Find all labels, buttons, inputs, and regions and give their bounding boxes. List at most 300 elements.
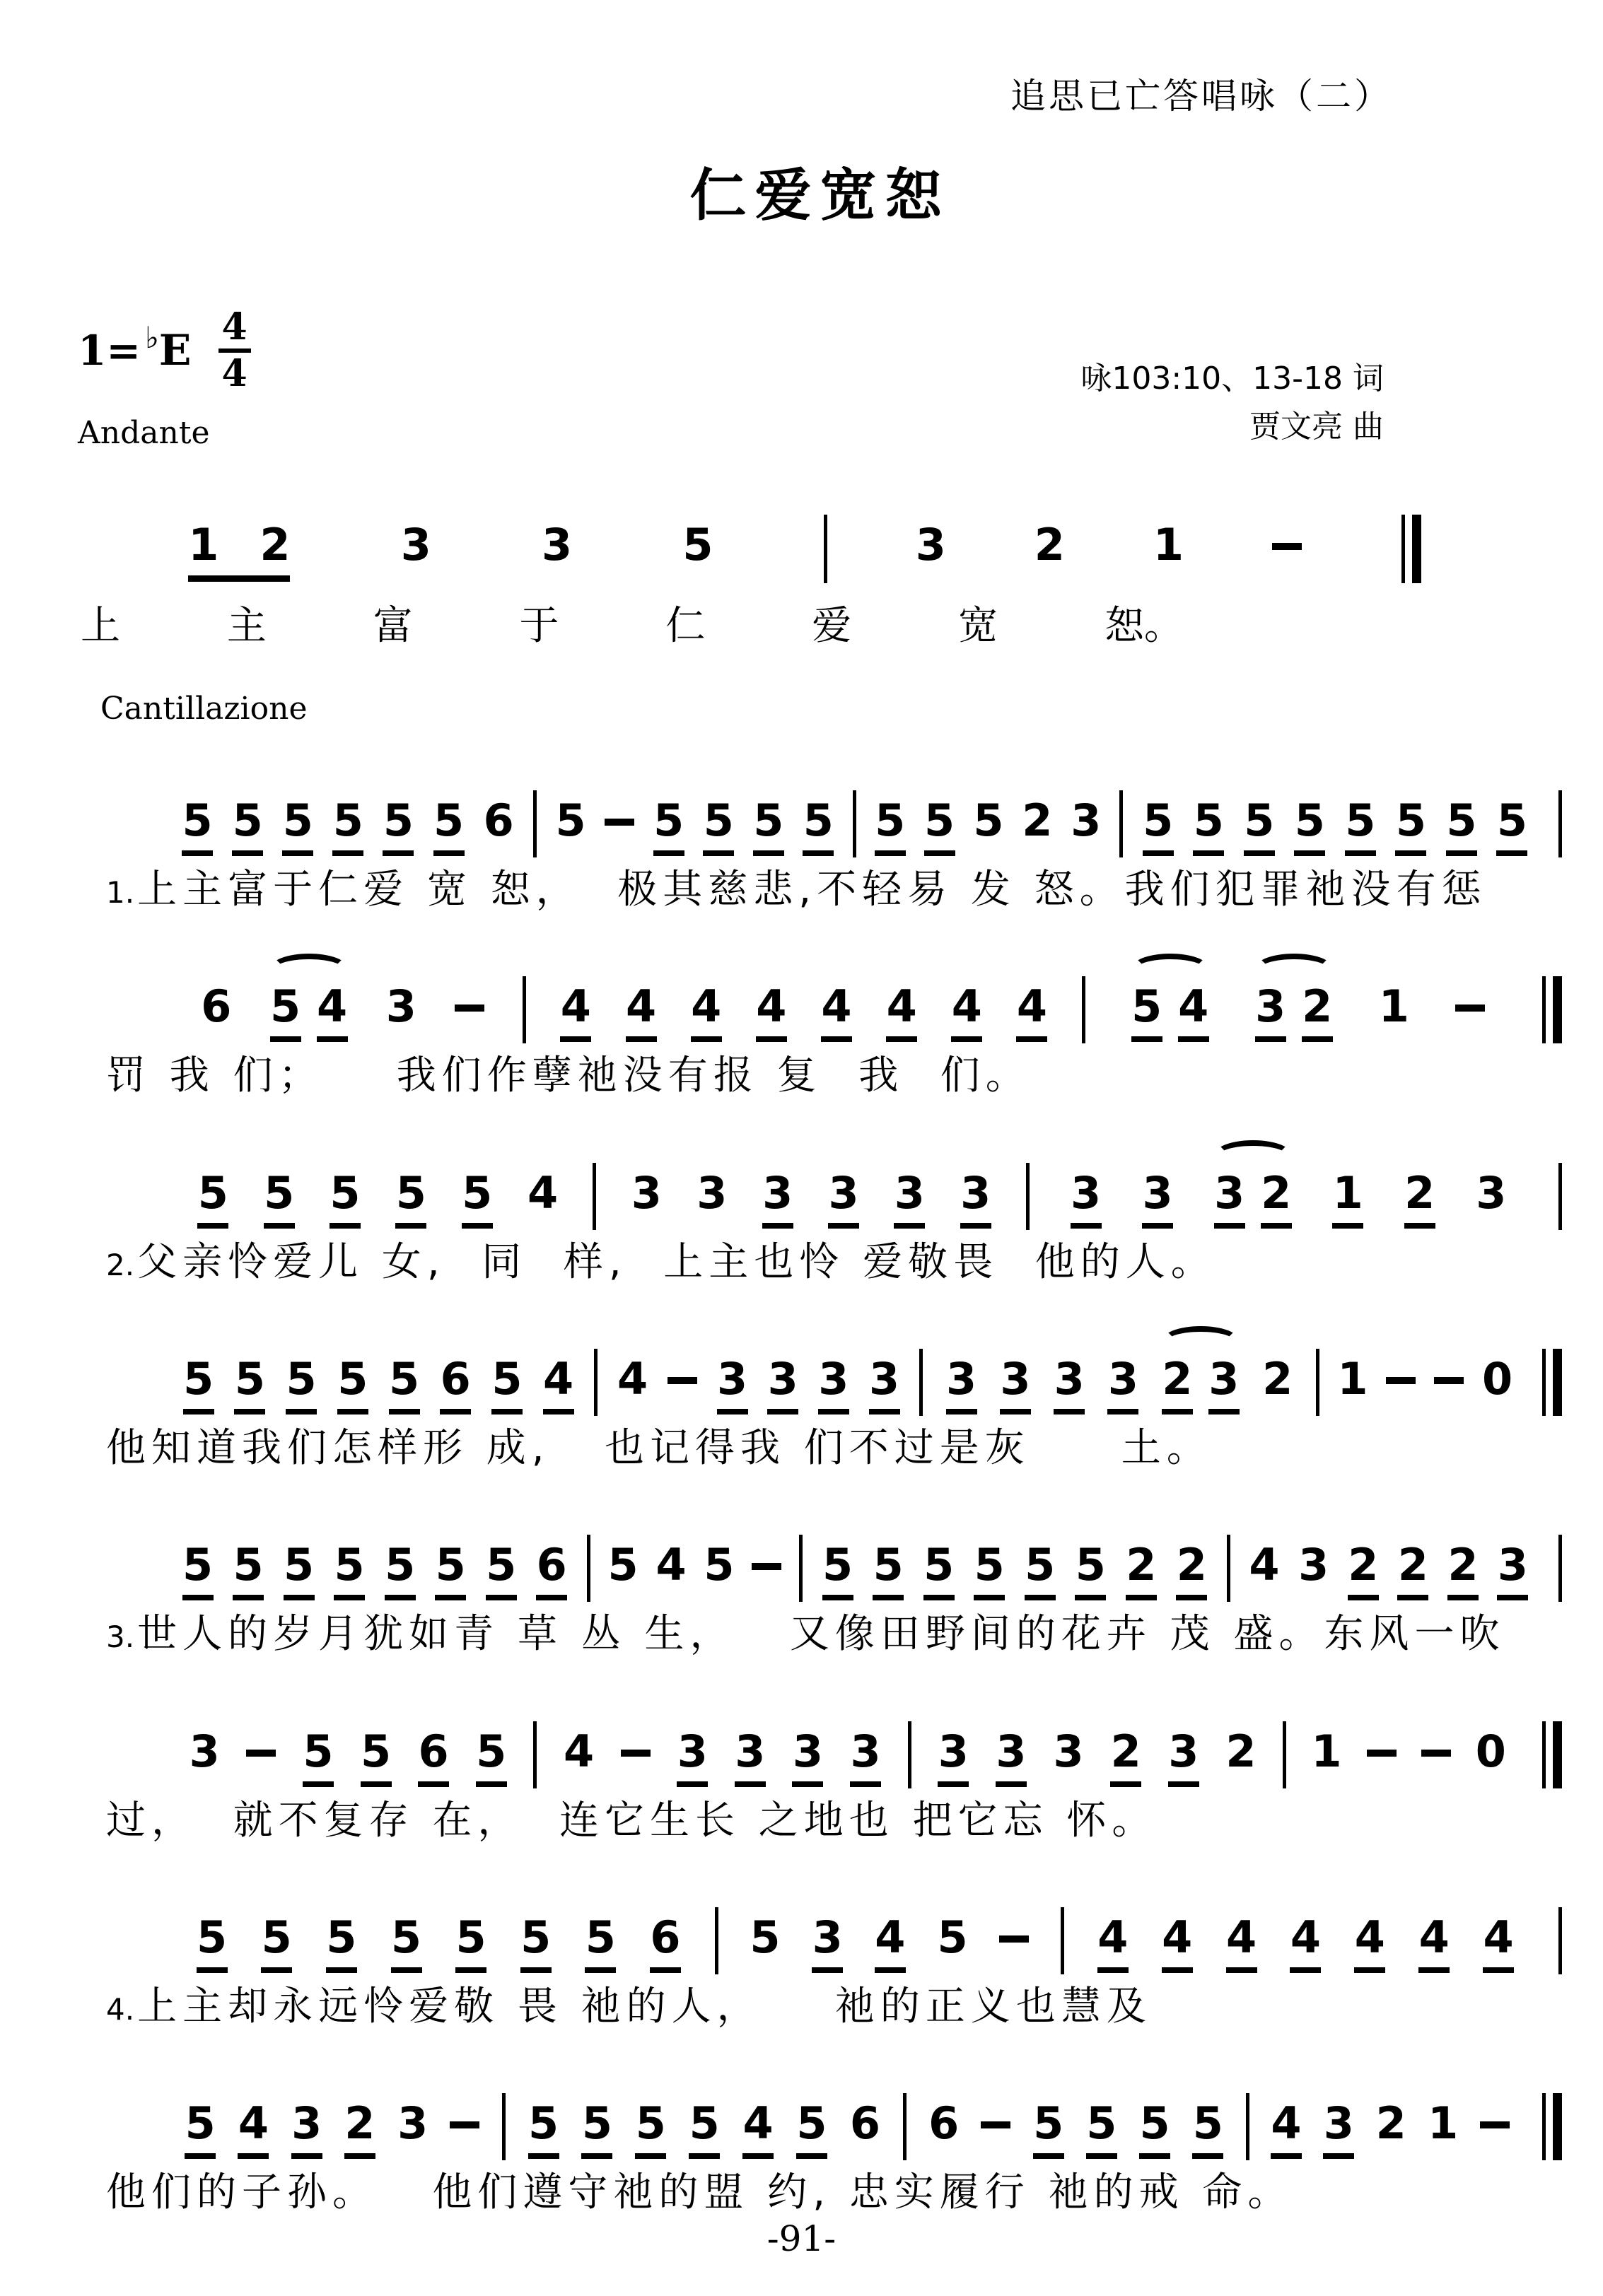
note <box>1428 2097 1459 2150</box>
beam-group <box>188 519 291 582</box>
note <box>1397 1539 1428 1600</box>
composer-credit: 贾文亮 曲 <box>1249 409 1384 445</box>
measure <box>908 1721 1283 1788</box>
note <box>742 2097 774 2159</box>
note-digit: 3 <box>189 1725 220 1777</box>
duration-dash <box>246 1750 276 1757</box>
barline-thick <box>1412 515 1421 583</box>
eighth-note-underline <box>462 1223 493 1229</box>
note <box>821 980 852 1042</box>
note <box>483 795 514 847</box>
note <box>183 1353 214 1414</box>
note <box>330 1166 361 1229</box>
refrain-lyrics <box>81 594 1184 651</box>
note <box>182 1539 214 1600</box>
note <box>792 1725 824 1787</box>
flat-icon: ♭ <box>144 320 159 356</box>
measure <box>1283 1721 1531 1788</box>
eighth-note-underline <box>337 1409 368 1414</box>
note-digit: 4 <box>1354 1911 1385 1963</box>
note-digit: 1 <box>1332 1166 1363 1219</box>
note <box>1481 1353 1513 1405</box>
note <box>344 2097 375 2159</box>
eighth-note-underline <box>395 1223 426 1229</box>
verse-line-block <box>78 755 1562 913</box>
barline-thick <box>1553 1721 1562 1788</box>
note <box>803 795 834 856</box>
note-digit: 5 <box>182 795 213 847</box>
eighth-note-underline <box>703 850 734 856</box>
eighth-note-underline <box>238 2153 269 2159</box>
eighth-note-underline <box>1497 1595 1528 1600</box>
note-digit: 3 <box>696 1166 728 1219</box>
note-digit: 3 <box>542 519 573 571</box>
measure <box>853 790 1119 857</box>
note <box>650 1911 681 1973</box>
note <box>585 1911 616 1973</box>
eighth-note-underline <box>1162 1409 1193 1414</box>
note <box>1225 1725 1257 1777</box>
note-digit: 1 <box>1378 980 1409 1033</box>
note <box>750 1911 781 1963</box>
note-digit: 5 <box>555 795 586 847</box>
lyric-line <box>106 1426 1562 1471</box>
lyric-text: 世人的岁月犹如青 草 丛 生， 又像田野间的花卉 茂 盛。东风一吹 <box>137 1611 1505 1658</box>
note <box>390 1911 422 1973</box>
note <box>527 1166 559 1219</box>
note-digit: 5 <box>486 1539 517 1591</box>
measure <box>533 1721 907 1788</box>
eighth-note-underline <box>653 850 684 856</box>
barline-thin <box>1542 2093 1546 2160</box>
note <box>1000 1353 1031 1414</box>
duration-dash <box>621 1750 651 1757</box>
note <box>1332 1166 1363 1229</box>
lyric-line <box>106 1240 1562 1285</box>
measure <box>163 1907 715 1974</box>
note <box>1168 1725 1199 1787</box>
note-digit: 6 <box>418 1725 449 1777</box>
eighth-note-underline <box>1496 850 1527 856</box>
note <box>886 980 917 1042</box>
note-digit: 5 <box>528 2097 559 2150</box>
eighth-note-underline <box>520 1967 552 1973</box>
note-digit: 4 <box>1418 1911 1450 1963</box>
note-digit: 5 <box>703 795 734 847</box>
note <box>563 1725 595 1777</box>
note-digit: 5 <box>974 1539 1005 1591</box>
note-digit: 4 <box>875 1911 906 1963</box>
lyric-line <box>106 1053 1562 1099</box>
measure <box>163 976 523 1043</box>
note-digit: 5 <box>1086 2097 1117 2150</box>
note-digit: 3 <box>1070 1166 1102 1219</box>
note-digit: 5 <box>197 1166 228 1219</box>
eighth-note-underline <box>197 1223 228 1229</box>
note-digit: 4 <box>951 980 982 1033</box>
note-digit: 3 <box>716 1353 748 1405</box>
lyric-text: 过， 就不复存 在， 连它生长 之地也 把它忘 怀。 <box>106 1797 1158 1844</box>
note-digit: 4 <box>1162 1911 1193 1963</box>
note-digit: 2 <box>1034 519 1065 571</box>
note <box>1208 1353 1240 1414</box>
note-digit: 3 <box>960 1166 991 1219</box>
eighth-note-underline <box>635 2153 666 2159</box>
eighth-note-underline <box>486 1595 517 1600</box>
note-digit: 3 <box>1053 1725 1084 1777</box>
note-digit: 5 <box>286 1353 317 1405</box>
eighth-note-underline <box>233 1595 264 1600</box>
verse-number: 4. <box>106 1991 135 2027</box>
note <box>1249 1539 1280 1591</box>
note <box>617 1353 648 1405</box>
note-digit: 5 <box>183 1353 214 1405</box>
note-digit: 5 <box>1496 795 1528 847</box>
note <box>385 1539 416 1600</box>
note <box>691 980 722 1042</box>
page-number: -91- <box>766 2218 837 2259</box>
note-digit: 5 <box>337 1353 368 1405</box>
note <box>923 795 955 856</box>
duration-dash <box>1367 1750 1397 1757</box>
eighth-note-underline <box>476 1781 507 1787</box>
eighth-note-underline <box>435 1595 466 1600</box>
note-digit: 5 <box>390 1911 422 1963</box>
barline-thick <box>1553 1349 1562 1416</box>
note-digit: 4 <box>617 1353 648 1405</box>
barline-thin <box>1542 1349 1546 1416</box>
eighth-note-underline <box>626 1036 657 1042</box>
note-digit: 3 <box>1000 1353 1031 1405</box>
refrain-container <box>78 479 1562 651</box>
note-digit: 3 <box>850 1725 881 1777</box>
note <box>260 519 291 571</box>
note-digit: 5 <box>232 795 263 847</box>
final-barline <box>1401 515 1421 583</box>
note <box>1244 795 1275 856</box>
eighth-note-underline <box>536 1595 567 1600</box>
single-barline <box>1558 1535 1562 1602</box>
duration-dash <box>1272 543 1302 550</box>
note <box>607 1539 639 1591</box>
eighth-note-underline <box>418 1781 449 1787</box>
eighth-note-underline <box>1110 1781 1141 1787</box>
note <box>1176 1539 1207 1600</box>
eighth-note-underline <box>792 1781 823 1787</box>
eighth-note-underline <box>689 2153 720 2159</box>
note <box>1153 519 1184 571</box>
note <box>828 1166 859 1229</box>
eighth-note-underline <box>455 1967 486 1973</box>
note <box>560 980 591 1042</box>
lyric-syllable: 宽 <box>958 603 998 650</box>
collection-header: 追思已亡答唱咏（二） <box>1010 76 1392 117</box>
single-barline <box>1558 1907 1562 1974</box>
eighth-note-underline <box>1139 2153 1170 2159</box>
note <box>1302 980 1333 1042</box>
verses-container <box>78 755 1562 2215</box>
note-digit: 3 <box>1214 1166 1245 1219</box>
note <box>1271 2097 1302 2159</box>
note-digit: 5 <box>334 1539 365 1591</box>
note-digit: 3 <box>400 519 431 571</box>
slur-group <box>1131 980 1209 1042</box>
eighth-note-underline <box>232 850 263 856</box>
note-digit: 4 <box>1290 1911 1321 1963</box>
note-digit: 5 <box>284 1539 315 1591</box>
note-digit: 5 <box>1244 795 1275 847</box>
single-barline <box>1558 790 1562 857</box>
eighth-note-underline <box>1208 1409 1240 1414</box>
note <box>486 1539 517 1600</box>
note-digit: 1 <box>1337 1353 1368 1405</box>
eighth-note-underline <box>894 1223 925 1229</box>
note-digit: 5 <box>923 795 955 847</box>
note-digit: 5 <box>330 1166 361 1219</box>
note-digit: 3 <box>1323 2097 1354 2150</box>
eighth-note-underline <box>334 1595 365 1600</box>
note-digit: 1 <box>1153 519 1184 571</box>
final-barline <box>1542 976 1562 1043</box>
verse-line-block <box>78 1499 1562 1657</box>
note-digit: 4 <box>1097 1911 1129 1963</box>
lyric-text: 罚 我 们； 我们作孽祂没有报 复 我 们。 <box>106 1053 1031 1099</box>
note-digit: 5 <box>1193 795 1224 847</box>
eighth-note-underline <box>822 1595 853 1600</box>
note <box>433 795 465 856</box>
eighth-note-underline <box>923 1595 955 1600</box>
verse-number: 2. <box>106 1247 135 1282</box>
note <box>875 1911 906 1973</box>
eighth-note-underline <box>183 1409 214 1414</box>
eighth-note-underline <box>1404 1223 1435 1229</box>
eighth-note-underline <box>528 2153 559 2159</box>
note-digit: 5 <box>1139 2097 1170 2150</box>
note <box>1193 795 1224 856</box>
note-digit: 5 <box>233 1539 264 1591</box>
measure <box>1246 2093 1531 2160</box>
music-line <box>163 1128 1562 1230</box>
eighth-note-underline <box>286 1409 317 1414</box>
note-digit: 3 <box>946 1353 977 1405</box>
note <box>1071 795 1102 847</box>
note <box>1375 2097 1406 2150</box>
eighth-note-underline <box>185 2153 216 2159</box>
eighth-note-underline <box>330 1223 361 1229</box>
note <box>383 795 414 856</box>
barline-thin <box>1558 1535 1562 1602</box>
eighth-note-underline <box>1294 850 1325 856</box>
eighth-note-underline <box>717 1409 748 1414</box>
eighth-note-underline <box>1395 850 1426 856</box>
note-digit: 5 <box>653 795 684 847</box>
eighth-note-underline <box>391 1967 422 1973</box>
note-digit: 5 <box>607 1539 639 1591</box>
note <box>400 519 431 571</box>
eighth-note-underline <box>440 1409 471 1414</box>
eighth-note-underline <box>1025 1595 1056 1600</box>
eighth-note-underline <box>1271 2153 1302 2159</box>
note-digit: 5 <box>269 980 301 1033</box>
note-digit: 3 <box>996 1725 1027 1777</box>
eighth-note-underline <box>924 850 955 856</box>
note-digit: 5 <box>234 1353 265 1405</box>
note-digit: 5 <box>261 1911 292 1963</box>
note-digit: 4 <box>1249 1539 1280 1591</box>
lyric-text: 他们的子孙。 他们遵守祂的盟 约, 忠实履行 祂的戒 命。 <box>106 2169 1293 2216</box>
note <box>197 1911 228 1973</box>
song-title: 仁爱宽恕 <box>689 162 950 228</box>
note-digit: 5 <box>182 1539 214 1591</box>
note <box>1126 1539 1157 1600</box>
note <box>1097 1911 1129 1973</box>
final-barline <box>1542 1349 1562 1416</box>
note-digit: 5 <box>520 1911 552 1963</box>
note-digit: 2 <box>1176 1539 1207 1591</box>
eighth-note-underline <box>996 1781 1027 1787</box>
music-line <box>163 2058 1562 2160</box>
eighth-note-underline <box>875 1967 906 1973</box>
note <box>1378 980 1409 1033</box>
note <box>1447 1539 1479 1600</box>
note-digit: 6 <box>849 2097 880 2150</box>
lyric-text: 上主富于仁爱 宽 恕， 极其慈悲,不轻易 发 怒。我们犯罪祂没有惩 <box>137 867 1487 913</box>
eighth-note-underline <box>1193 850 1224 856</box>
note-digit: 5 <box>973 795 1004 847</box>
note-digit: 3 <box>677 1725 708 1777</box>
key-letter: E <box>158 326 192 376</box>
lyric-line <box>106 1984 1562 2030</box>
note <box>928 2097 960 2150</box>
note <box>1345 795 1376 856</box>
eighth-note-underline <box>282 850 313 856</box>
eighth-note-underline <box>756 1036 787 1042</box>
note <box>1075 1539 1106 1600</box>
eighth-note-underline <box>560 1036 591 1042</box>
eighth-note-underline <box>1126 1595 1157 1600</box>
final-barline <box>1542 2093 1562 2160</box>
eighth-note-underline <box>869 1409 900 1414</box>
note-digit: 4 <box>691 980 722 1033</box>
note-digit: 2 <box>1397 1539 1428 1591</box>
note-digit: 4 <box>316 980 348 1033</box>
eighth-note-underline <box>1214 1223 1245 1229</box>
eighth-note-underline <box>1086 2153 1117 2159</box>
note <box>1446 795 1477 856</box>
measure <box>502 2093 903 2160</box>
duration-dash <box>752 1563 781 1570</box>
note-digit: 3 <box>1168 1725 1199 1777</box>
music-line <box>163 1313 1562 1416</box>
note <box>435 1539 466 1600</box>
note <box>716 1353 748 1414</box>
note-digit: 5 <box>455 1911 486 1963</box>
note <box>1054 1353 1085 1414</box>
note <box>915 519 946 571</box>
note-digit: 2 <box>1261 1166 1292 1219</box>
note-digit: 2 <box>1348 1539 1379 1591</box>
note <box>303 1725 334 1787</box>
note <box>1086 2097 1117 2159</box>
barline-thick <box>1553 976 1562 1043</box>
note <box>418 1725 449 1787</box>
duration-dash <box>1455 1004 1485 1012</box>
verse-number: 1. <box>106 875 135 910</box>
note-digit: 1 <box>1428 2097 1459 2150</box>
note-digit: 5 <box>682 519 713 571</box>
eighth-note-underline <box>1162 1967 1193 1973</box>
note <box>875 795 906 856</box>
note-digit: 5 <box>875 795 906 847</box>
measure <box>533 790 853 857</box>
note-digit: 6 <box>483 795 514 847</box>
note-digit: 5 <box>873 1539 904 1591</box>
note <box>388 1353 420 1414</box>
note-digit: 3 <box>1476 1166 1507 1219</box>
measure <box>903 2093 1246 2160</box>
eighth-note-underline <box>291 2153 322 2159</box>
eighth-note-underline <box>960 1223 991 1229</box>
duration-dash <box>999 1935 1029 1943</box>
note <box>625 980 657 1042</box>
measure <box>163 2093 502 2160</box>
note-digit: 2 <box>1162 1353 1193 1405</box>
note <box>818 1353 849 1414</box>
note-digit: 5 <box>1143 795 1174 847</box>
note <box>536 1539 567 1600</box>
note <box>233 1539 264 1600</box>
duration-dash <box>1386 1377 1416 1384</box>
note-digit: 5 <box>581 2097 613 2150</box>
measure <box>1082 976 1531 1043</box>
note-digit: 5 <box>1075 1539 1106 1591</box>
lyric-line <box>106 1798 1562 1844</box>
note <box>261 1911 292 1973</box>
eighth-note-underline <box>1446 850 1477 856</box>
measure <box>587 1535 799 1602</box>
note <box>1311 1725 1342 1777</box>
note <box>197 1166 228 1229</box>
lyric-text: 他知道我们怎样形 成, 也记得我 们不过是灰 土。 <box>106 1424 1212 1471</box>
note-digit: 5 <box>822 1539 853 1591</box>
duration-dash <box>981 2121 1010 2128</box>
note <box>1496 795 1528 856</box>
slur-group <box>1162 1353 1240 1414</box>
note <box>849 2097 880 2150</box>
note <box>951 980 982 1042</box>
eighth-note-underline <box>1447 1595 1479 1600</box>
eighth-note-underline <box>796 2153 827 2159</box>
note-digit: 5 <box>264 1166 295 1219</box>
note-digit: 5 <box>796 2097 827 2150</box>
eighth-note-underline <box>270 1036 301 1042</box>
note <box>282 795 313 856</box>
credits-block <box>1080 355 1562 451</box>
note <box>973 795 1004 847</box>
music-line <box>163 1499 1562 1602</box>
note-digit: 3 <box>792 1725 824 1777</box>
note <box>1290 1911 1321 1973</box>
note-digit: 2 <box>344 2097 375 2150</box>
eighth-note-underline <box>650 1967 681 1973</box>
verse-number: 3. <box>106 1620 135 1655</box>
note <box>581 2097 613 2159</box>
note-digit: 4 <box>1178 980 1209 1033</box>
note <box>1323 2097 1354 2159</box>
note <box>812 1911 843 1973</box>
eighth-note-underline <box>197 1967 228 1973</box>
measure <box>919 1349 1315 1416</box>
